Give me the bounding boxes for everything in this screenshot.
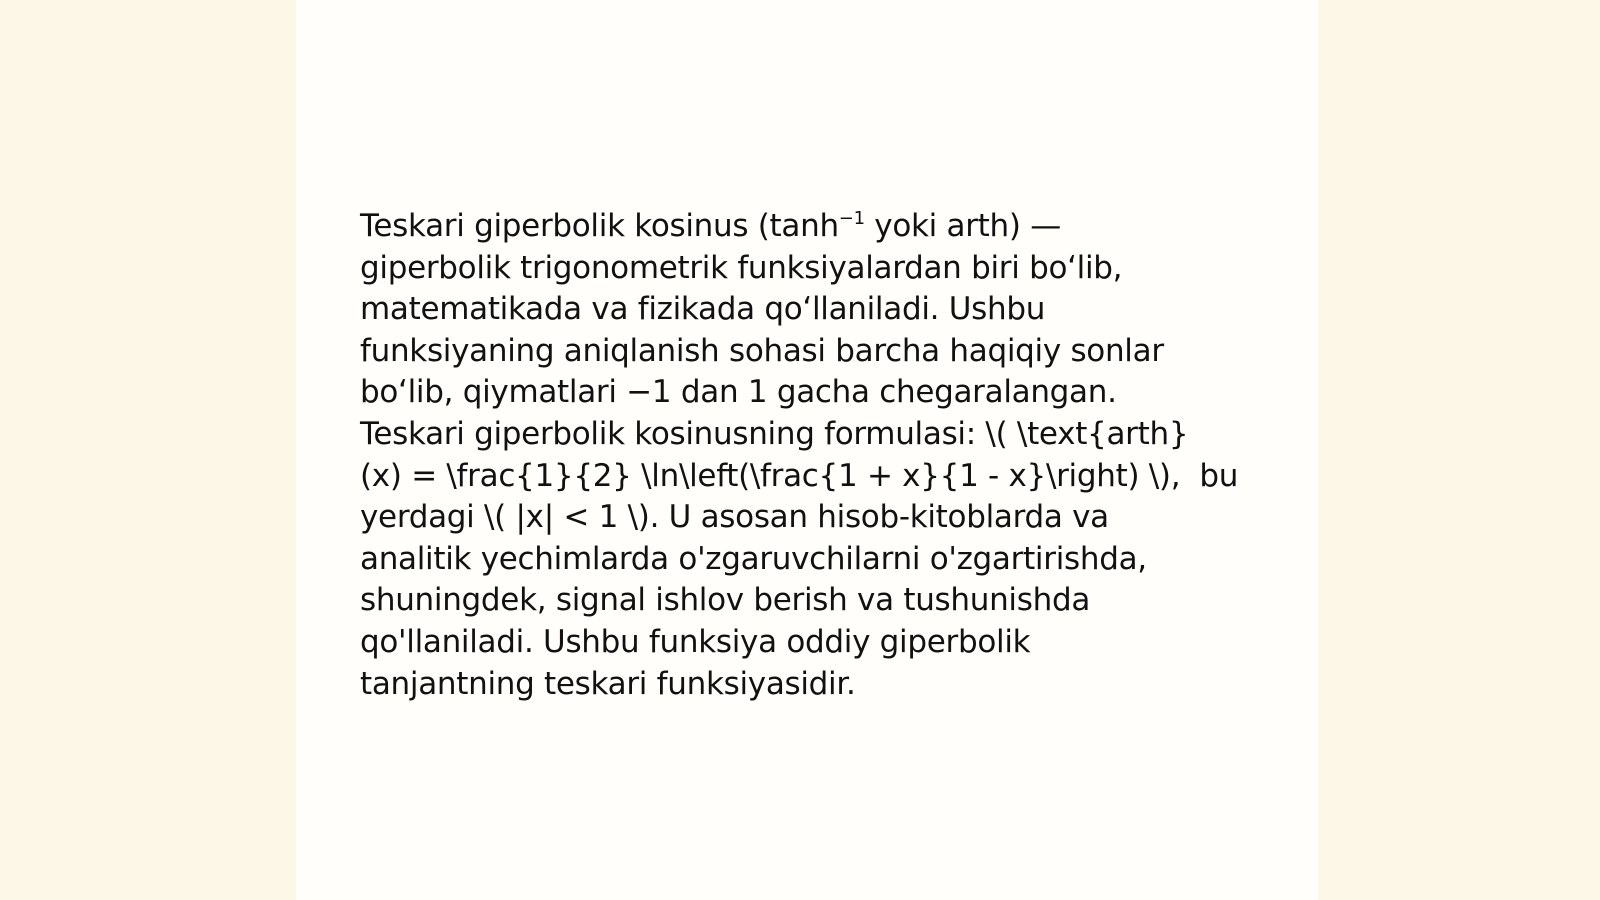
superscript: −1 <box>838 208 865 229</box>
text-line: giperbolik trigonometrik funksiyalardan biri bo‘lib, <box>360 249 1123 286</box>
text-line: yerdagi \( |x| < 1 \). U asosan hisob-kitoblarda va <box>360 499 1109 536</box>
text-line: matematikada va fizikada qo‘llaniladi. Ushbu <box>360 291 1046 328</box>
text-line: funksiyaning aniqlanish sohasi barcha haqiqiy sonlar <box>360 332 1164 369</box>
body-paragraph <box>360 206 1260 705</box>
text-line: tanjantning teskari funksiyasidir. <box>360 665 856 702</box>
text-line: shuningdek, signal ishlov berish va tushunishda <box>360 582 1091 619</box>
text-line-part: yoki arth) — <box>864 208 1061 244</box>
text-line: (x) = \frac{1}{2} \ln\left(\frac{1 + x}{1 - x}\right) \), bu <box>360 457 1239 494</box>
text-line <box>360 206 1260 248</box>
text-line: Teskari giperbolik kosinusning formulasi: \( \text{arth} <box>360 415 1189 452</box>
text-line: qo'llaniladi. Ushbu funksiya oddiy giperbolik <box>360 623 1031 660</box>
text-line: analitik yechimlarda o'zgaruvchilarni o'zgartirishda, <box>360 540 1147 577</box>
text-line: bo‘lib, qiymatlari −1 dan 1 gacha chegaralangan. <box>360 374 1117 411</box>
text-line-part: Teskari giperbolik kosinus (tanh <box>360 208 839 244</box>
